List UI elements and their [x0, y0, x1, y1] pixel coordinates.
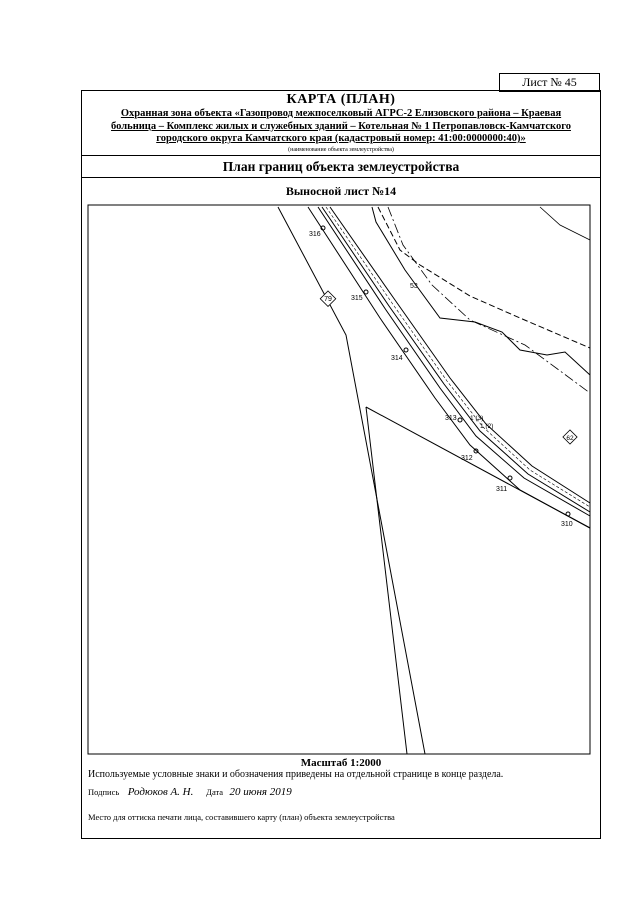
boundary-point-315 [364, 290, 368, 294]
parcel-boundary [366, 407, 407, 754]
stamp-place: Место для оттиска печати лица, составившего карту (план) объекта землеустройства [88, 812, 395, 822]
parcel-boundary [540, 207, 590, 240]
part-label: 1 (2) [480, 423, 494, 430]
point-label-312: 312 [461, 455, 473, 462]
map-scale: Масштаб 1:2000 [300, 757, 382, 769]
parcel-label-62: 62 [566, 435, 574, 442]
zone-boundary-dashdot [388, 207, 590, 393]
boundary-point-314 [404, 348, 408, 352]
signature-label: Подпись [88, 787, 120, 797]
boundary-point-313 [458, 418, 462, 422]
object-name-line: Охранная зона объекта «Газопровод межпоселковый АГРС-2 Елизовского района – Краевая [120, 108, 562, 119]
point-label-311: 311 [496, 486, 508, 493]
object-name-line: больница – Комплекс жилых и служебных зданий – Котельная № 1 Петропавловск-Камчатского [111, 120, 571, 132]
point-label-316: 316 [309, 231, 321, 238]
sheet-number: Лист № 45 [499, 73, 600, 92]
parcel-boundary [372, 207, 590, 375]
point-label-315: 315 [351, 295, 363, 302]
parcel-boundary [278, 207, 425, 754]
signature-name: Родюков А. Н. [127, 786, 194, 798]
parcel-label-53: 53 [410, 283, 418, 290]
part-label: 1 (3) [470, 415, 484, 422]
legend-note: Используемые условные знаки и обозначения приведены на отдельной странице в конце раздела. [88, 769, 504, 780]
sheet-title: Выносной лист №14 [285, 184, 397, 198]
point-label-314: 314 [391, 355, 403, 362]
zone-boundary-dashed [378, 207, 590, 348]
date-label: Дата [206, 787, 224, 797]
boundary-point-311 [508, 476, 512, 480]
plan-title: План границ объекта землеустройства [222, 159, 460, 174]
signature-row [88, 786, 292, 798]
object-name-caption: (наименование объекта землеустройства) [288, 147, 394, 153]
map-frame [88, 205, 590, 754]
zone-edge-inner [318, 207, 590, 516]
object-name-line: городского округа Камчатского края (кадастровый номер: 41:00:0000000:40)» [156, 133, 526, 144]
boundary-point-310 [566, 512, 570, 516]
point-label-310: 310 [561, 521, 573, 528]
signature-date: 20 июня 2019 [229, 786, 292, 798]
map-title: КАРТА (ПЛАН) [286, 92, 396, 107]
point-label-313: 313 [445, 415, 457, 422]
parcel-label-79: 79 [324, 296, 332, 303]
pipeline-centerline [326, 207, 590, 507]
